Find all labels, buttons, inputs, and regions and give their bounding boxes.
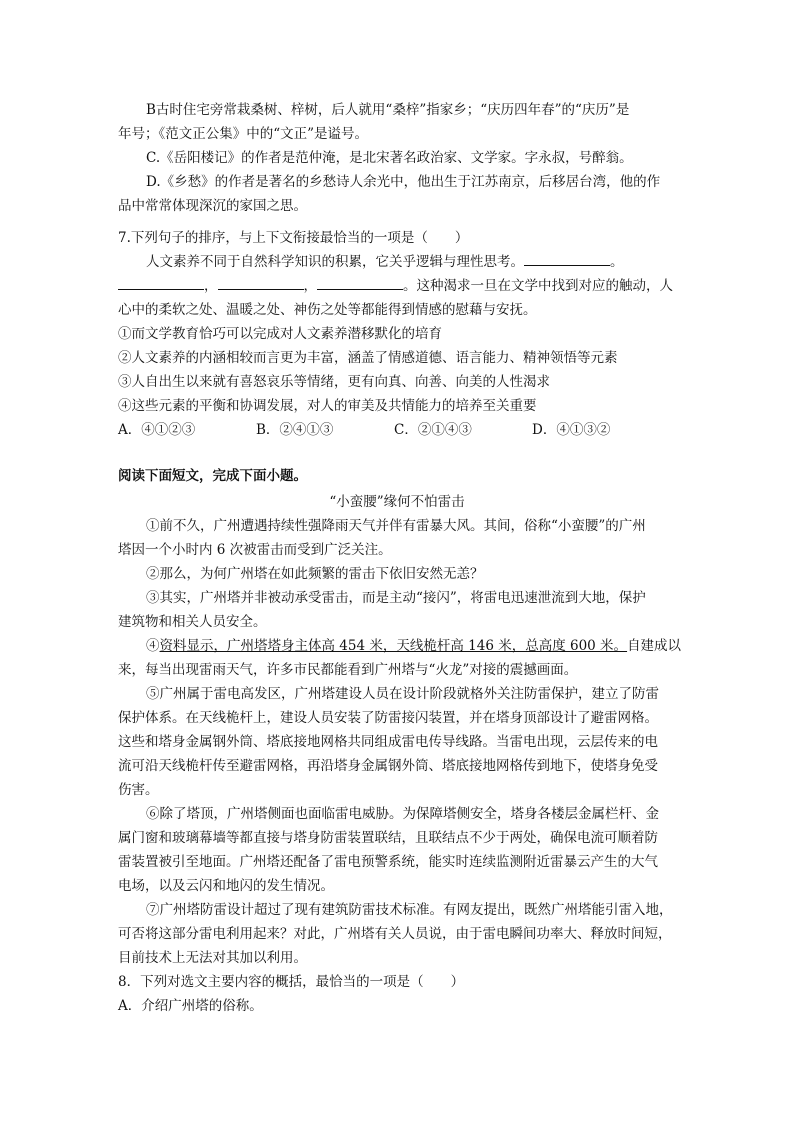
para6-line3: 雷装置被引至地面。广州塔还配备了雷电预警系统，能实时连续监测附近雷暴云产生的大气	[118, 854, 658, 870]
para3-line1: ③其实，广州塔并非被动承受雷击，而是主动“接闪”，将雷电迅速泄流到大地，保护	[146, 590, 646, 606]
q6-option-c: C.《岳阳楼记》的作者是范仲淹，是北宋著名政治家、文学家。字永叔，号醉翁。	[146, 150, 633, 166]
para6-line2: 属门窗和玻璃幕墙等都直接与塔身防雷装置联结，且联结点不少于两处，确保电流可顺着防	[118, 830, 658, 846]
q6-option-b-line2: 年号；《范文正公集》中的“文正”是谥号。	[118, 126, 369, 142]
q7-sentence-4: ④这些元素的平衡和协调发展，对人的审美及共情能力的培养至关重要	[118, 398, 537, 414]
para5-line5: 伤害。	[118, 782, 159, 798]
q6-option-d-line1: D.《乡愁》的作者是著名的乡愁诗人余光中，他出生于江苏南京，后移居台湾，他的作	[146, 174, 661, 190]
q8-option-a[interactable]: A．介绍广州塔的俗称。	[118, 998, 263, 1014]
para4-line2: 来，每当出现雷雨天气，许多市民都能看到广州塔与“火龙”对接的震撼画面。	[118, 662, 578, 678]
para1-line2: 塔因一个小时内 6 次被雷击而受到广泛关注。	[118, 542, 392, 558]
q7-option-d[interactable]: D．④①③②	[532, 422, 611, 438]
q7-sentence-1: ①而文学教育恰巧可以完成对人文素养潜移默化的培育	[118, 326, 442, 342]
q7-option-b[interactable]: B．②④①③	[256, 422, 334, 438]
para4-rest: 自建成以	[627, 638, 682, 654]
para4-line1	[146, 634, 706, 658]
blank-4	[317, 275, 403, 290]
q7-sep1: ，	[204, 278, 218, 294]
para1-line1: ①前不久，广州遭遇持续性强降雨天气并伴有雷暴大风。其间，俗称“小蛮腰”的广州	[146, 518, 646, 534]
q7-option-c[interactable]: C．②①④③	[394, 422, 472, 438]
para7-line2: 可否将这部分雷电利用起来？对此，广州塔有关人员说，由于雷电瞬间功率大、释放时间短，	[118, 926, 672, 942]
q7-passage-line2	[118, 274, 678, 298]
para4-underlined-sentence: 资料显示，广州塔塔身主体高 454 米，天线桅杆高 146 米，总高度 600 米。	[159, 638, 628, 654]
para5-line1: ⑤广州属于雷电高发区，广州塔建设人员在设计阶段就格外关注防雷保护，建立了防雷	[146, 686, 659, 702]
para2: ②那么，为何广州塔在如此频繁的雷击下依旧安然无恙？	[146, 566, 484, 582]
q7-option-a[interactable]: A．④①②③	[118, 422, 196, 438]
q7-sentence-2: ②人文素养的内涵相较而言更为丰富，涵盖了情感道德、语言能力、精神领悟等元素	[118, 350, 618, 366]
q7-sentence-3: ③人自出生以来就有喜怒哀乐等情绪，更有向真、向善、向美的人性渴求	[118, 374, 550, 390]
para4-number: ④	[146, 638, 160, 654]
para5-line4: 流可沿天线桅杆传至避雷网格，再沿塔身金属钢外筒、塔底接地网格传到地下，使塔身免受	[118, 758, 658, 774]
para5-line2: 保护体系。在天线桅杆上，建设人员安装了防雷接闪装置，并在塔身顶部设计了避雷网格。	[118, 710, 658, 726]
q7-sep2: ，	[303, 278, 317, 294]
para7-line3: 目前技术上无法对其加以利用。	[118, 950, 307, 966]
blank-1	[524, 251, 610, 266]
q7-passage-end1: 。	[610, 254, 624, 270]
blank-2	[118, 275, 204, 290]
q8-stem: 8．下列对选文主要内容的概括，最恰当的一项是（ ）	[118, 974, 465, 990]
q7-stem: 7.下列句子的排序，与上下文衔接最恰当的一项是（ ）	[118, 230, 469, 246]
q6-option-b-line1: B古时住宅旁常栽桑树、梓树，后人就用“桑梓”指家乡；“庆历四年春”的“庆历”是	[146, 102, 630, 118]
blank-3	[218, 275, 304, 290]
para6-line4: 电场，以及云闪和地闪的发生情况。	[118, 878, 334, 894]
para7-line1: ⑦广州塔防雷设计超过了现有建筑防雷技术标准。有网友提出，既然广州塔能引雷入地，	[146, 902, 673, 918]
passage-title: “小蛮腰”缘何不怕雷击	[329, 494, 465, 510]
q7-passage-text1: 人文素养不同于自然科学知识的积累，它关乎逻辑与理性思考。	[146, 254, 524, 270]
q7-passage-line3: 心中的柔软之处、温暖之处、神伤之处等都能得到情感的慰藉与安抚。	[118, 302, 537, 318]
q6-option-d-line2: 品中常常体现深沉的家国之思。	[118, 198, 307, 214]
para5-line3: 这些和塔身金属钢外筒、塔底接地网格共同组成雷电传导线路。当雷电出现，云层传来的电	[118, 734, 658, 750]
q7-options	[118, 418, 678, 442]
q7-passage-text2: 。这种渴求一旦在文学中找到对应的触动，人	[403, 278, 673, 294]
reading-instruction: 阅读下面短文，完成下面小题。	[118, 468, 307, 484]
para3-line2: 建筑物和相关人员安全。	[118, 614, 267, 630]
para6-line1: ⑥除了塔顶，广州塔侧面也面临雷电威胁。为保障塔侧安全，塔身各楼层金属栏杆、金	[146, 806, 659, 822]
q7-passage-line1	[146, 250, 706, 274]
